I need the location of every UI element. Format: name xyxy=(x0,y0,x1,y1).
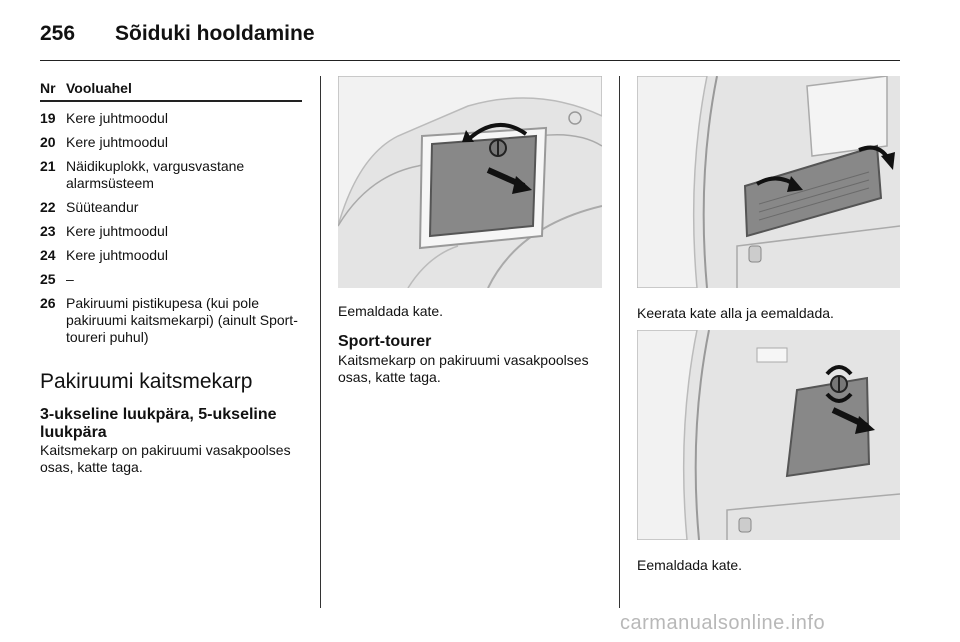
table-row xyxy=(40,199,302,216)
fuse-number: 22 xyxy=(40,199,56,215)
sport-tourer-text: Kaitsmekarp on pakiruumi vasakpoolses osas, katte taga. xyxy=(338,352,589,385)
page-title: Sõiduki hooldamine xyxy=(115,22,315,45)
fuse-circuit: Kere juhtmoodul xyxy=(66,247,168,263)
fuse-table xyxy=(40,110,302,346)
sport-tourer-cover-drawing xyxy=(637,330,900,540)
section-text: Kaitsmekarp on pakiruumi vasakpoolses osas, katte taga. xyxy=(40,442,291,475)
header-circuit: Vooluahel xyxy=(66,80,132,96)
fuse-circuit: Kere juhtmoodul xyxy=(66,110,168,126)
sport-tourer-panel-drawing xyxy=(637,76,900,288)
column-divider-2 xyxy=(619,76,620,608)
subtitle-sport-tourer: Sport-tourer xyxy=(338,333,432,350)
table-row xyxy=(40,110,302,127)
column-divider-1 xyxy=(320,76,321,608)
fuse-circuit: Kere juhtmoodul xyxy=(66,134,168,150)
table-row xyxy=(40,158,302,192)
section-title: Pakiruumi kaitsmekarp xyxy=(40,370,253,393)
table-row xyxy=(40,295,302,346)
table-row xyxy=(40,134,302,151)
illustration-turn-cover xyxy=(637,76,900,288)
fuse-number: 25 xyxy=(40,271,56,287)
table-row xyxy=(40,223,302,240)
page-header xyxy=(40,16,900,61)
fuse-circuit: Näidikuplokk, vargusvastane alarmsüsteem xyxy=(66,158,245,191)
section-subtitle: 3-ukseline luukpära, 5-ukseline luukpära xyxy=(40,406,277,441)
header-nr: Nr xyxy=(40,80,56,96)
fuse-number: 21 xyxy=(40,158,56,174)
fuse-circuit: Kere juhtmoodul xyxy=(66,223,168,239)
fuse-circuit: – xyxy=(66,271,74,287)
left-column xyxy=(40,80,302,476)
fuse-table-header xyxy=(40,80,302,102)
fuse-circuit: Pakiruumi pistikupesa (kui pole pakiruumi kaitsmekarpi) (ainult Sport-toureri puhul) xyxy=(66,295,298,345)
fuse-circuit: Süüteandur xyxy=(66,199,139,215)
fuse-number: 24 xyxy=(40,247,56,263)
caption-remove-cover: Eemaldada kate. xyxy=(338,303,444,319)
fuse-number: 20 xyxy=(40,134,56,150)
table-row xyxy=(40,271,302,288)
page-number: 256 xyxy=(40,22,76,45)
fuse-number: 23 xyxy=(40,223,56,239)
illustration-hatchback-cover xyxy=(338,76,602,288)
watermark: carmanualsonline.info xyxy=(620,612,826,634)
caption-remove-cover-2: Eemaldada kate. xyxy=(637,557,743,573)
fuse-number: 19 xyxy=(40,110,56,126)
illustration-sport-tourer-cover xyxy=(637,330,900,540)
hatchback-trunk-drawing xyxy=(338,76,602,288)
fuse-number: 26 xyxy=(40,295,56,311)
table-row xyxy=(40,247,302,264)
caption-turn-and-remove: Keerata kate alla ja eemaldada. xyxy=(637,305,834,321)
